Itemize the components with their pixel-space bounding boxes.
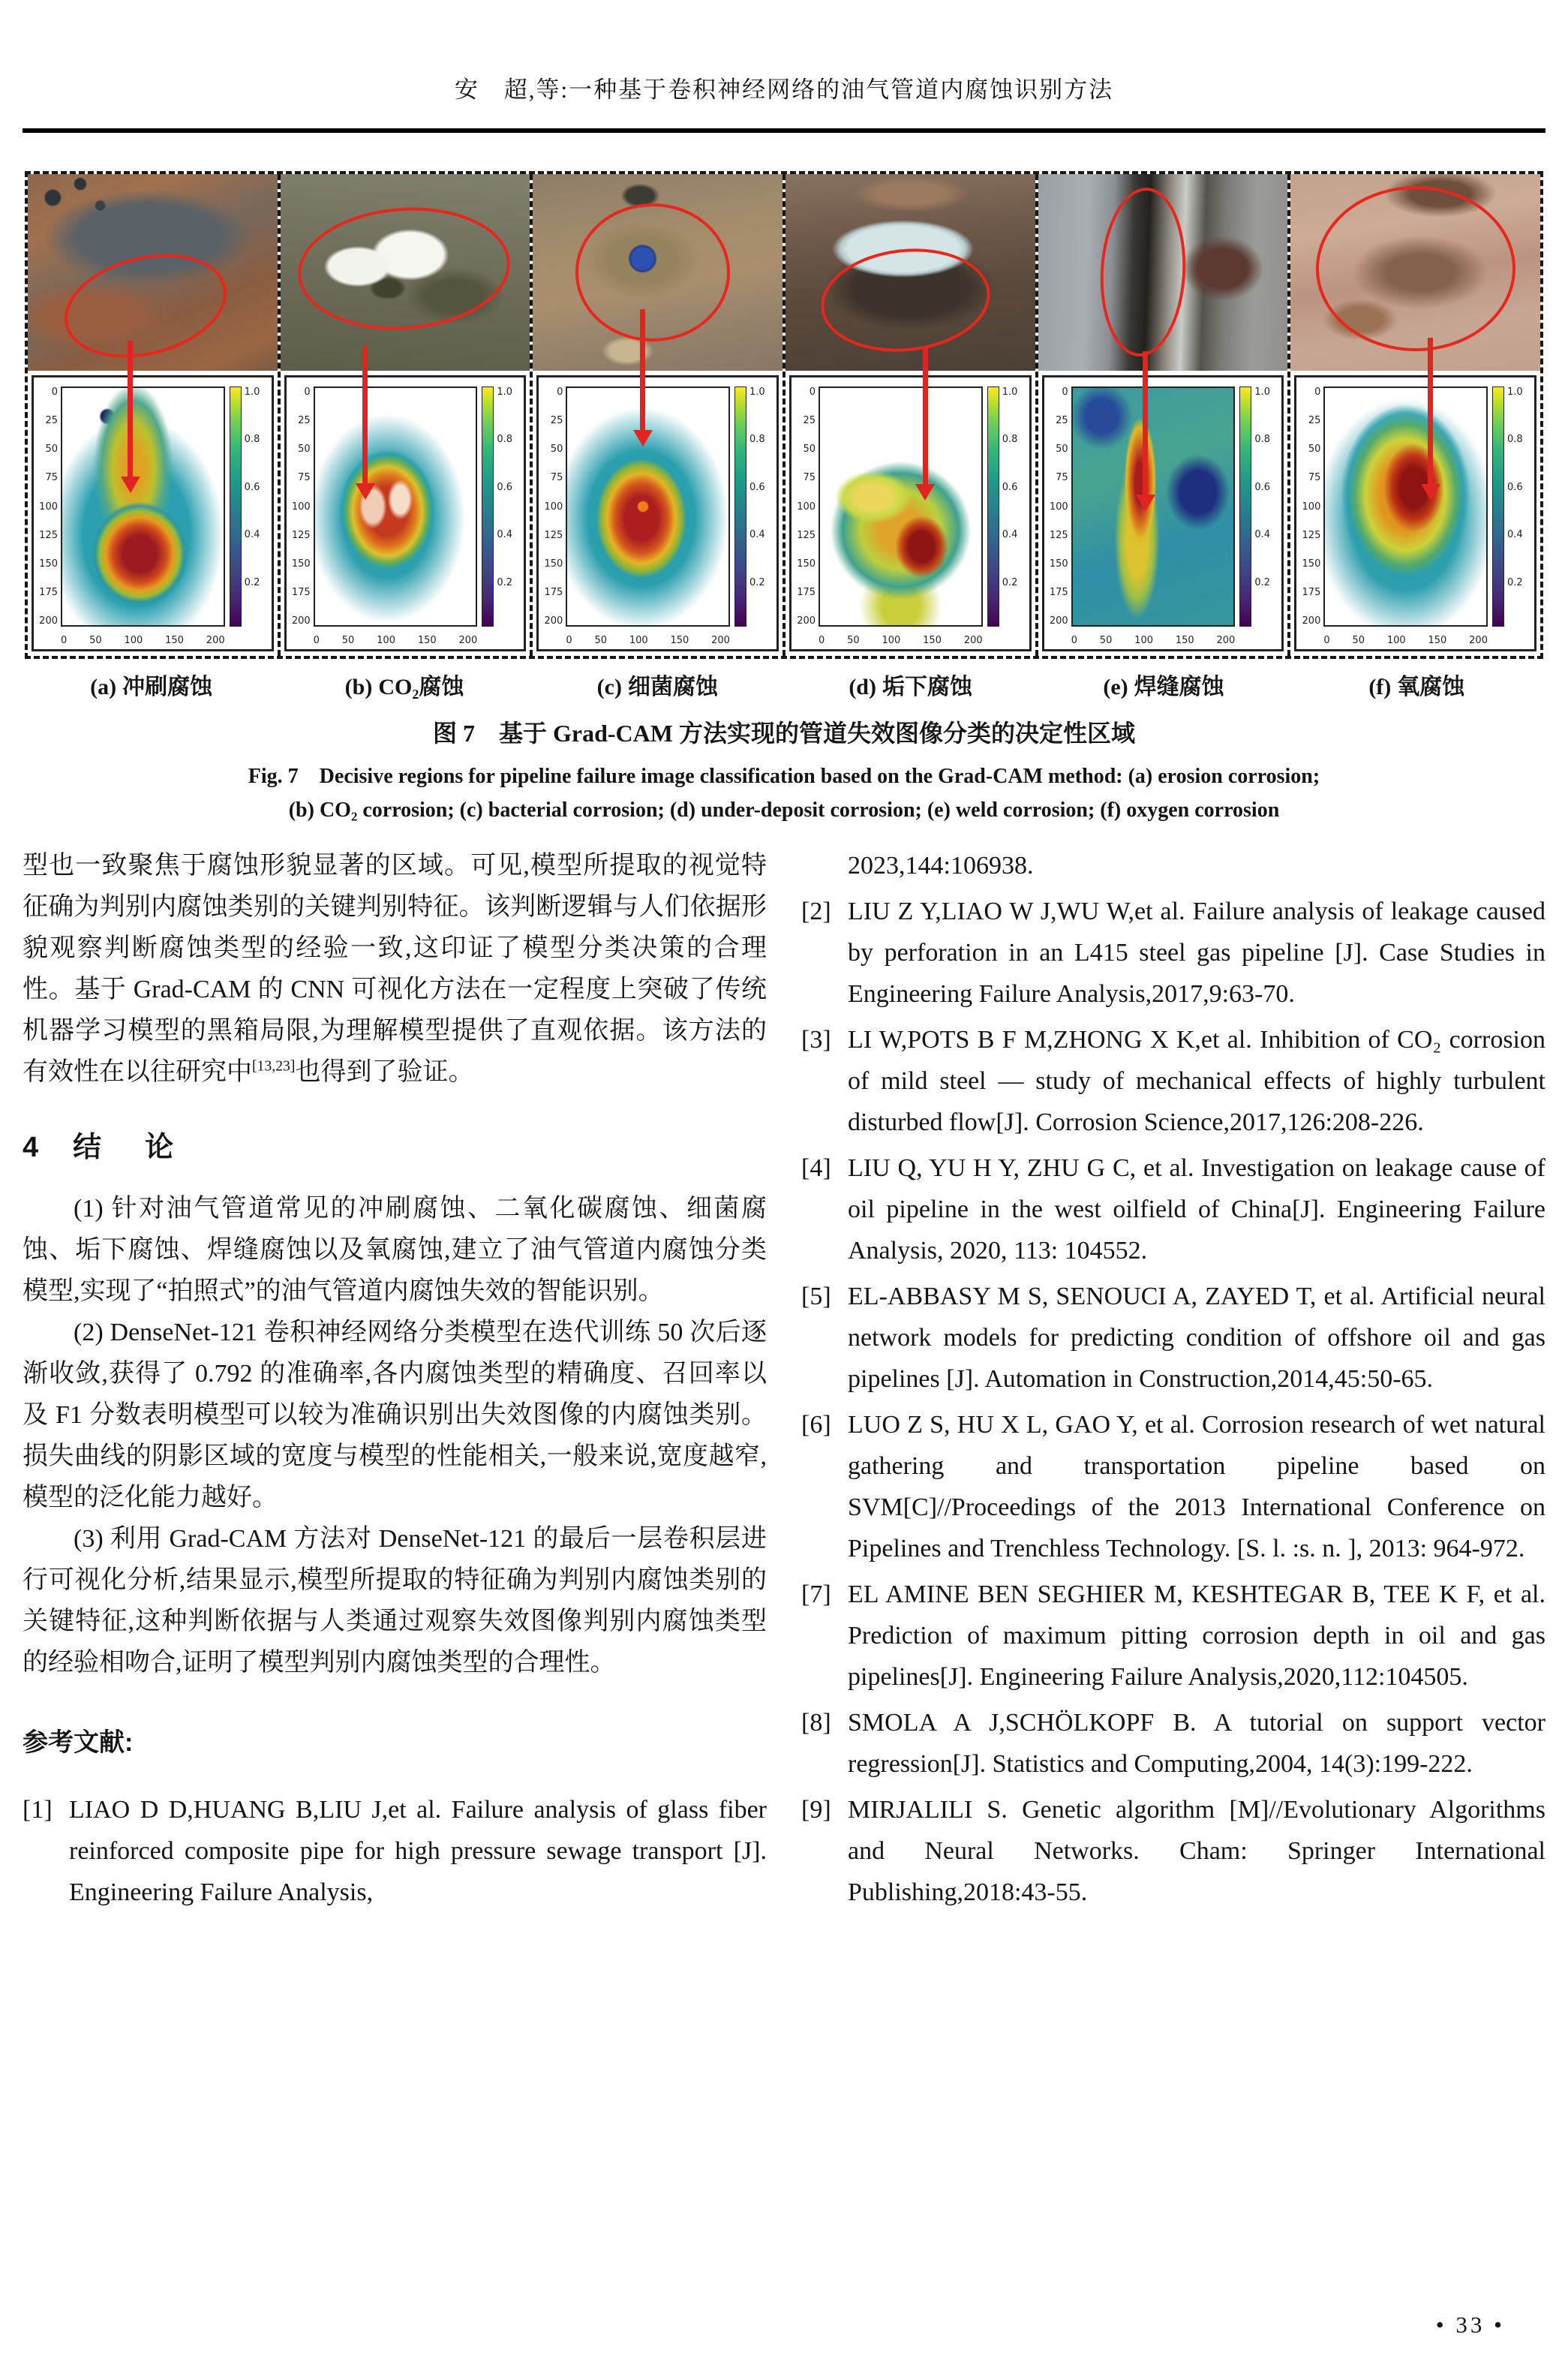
- heatmap-plot: [819, 386, 983, 627]
- tick-label: 50: [594, 635, 607, 646]
- tick-label: 0.6: [1507, 481, 1523, 493]
- tick-label: 50: [1308, 444, 1321, 456]
- tick-label: 200: [797, 615, 816, 627]
- citation-superscript: [13,23]: [252, 1057, 296, 1075]
- tick-label: 125: [1302, 529, 1321, 541]
- tick-label: 0: [51, 386, 58, 398]
- y-axis-ticks: [1046, 386, 1071, 627]
- colorbar-ticks: [494, 386, 521, 588]
- tick-label: 200: [291, 615, 311, 627]
- tick-label: 150: [1302, 558, 1321, 570]
- tick-label: 50: [847, 635, 860, 646]
- tick-label: 1.0: [244, 386, 260, 398]
- tick-label: 1.0: [749, 386, 765, 398]
- tick-label: 0.8: [1254, 434, 1271, 446]
- tick-label: 200: [458, 635, 478, 646]
- reference-number: [7]: [801, 1580, 831, 1608]
- figure-panel-c: [533, 174, 786, 656]
- panel-captions: [25, 668, 1543, 701]
- tick-label: 200: [1216, 635, 1236, 646]
- tick-label: 150: [165, 635, 184, 646]
- tick-label: 175: [544, 586, 563, 598]
- x-axis-ticks: [1323, 627, 1488, 646]
- tick-label: 150: [1049, 558, 1068, 570]
- tick-label: 150: [39, 558, 58, 570]
- tick-label: 75: [550, 472, 563, 484]
- reference-number: [5]: [801, 1283, 831, 1310]
- tick-label: 0.8: [244, 434, 260, 446]
- gradcam-heatmap-d: [789, 375, 1032, 651]
- tick-label: 100: [629, 635, 648, 646]
- tick-label: 125: [544, 529, 563, 541]
- gradcam-heatmap-a: [32, 375, 274, 651]
- colorbar-ticks: [242, 386, 269, 588]
- tick-label: 0: [819, 635, 825, 646]
- conclusion-paragraph-2: (2) DenseNet-121 卷积神经网络分类模型在迭代训练 50 次后逐渐收敛,获得了 0.792 的准确率,各内腐蚀类型的精确度、召回率以及 F1 分数表明模型可以较为准确识别出失效图像的内腐蚀类别。损失曲线的阴影区域的宽度与模型的性能相关,一般来说,宽度越窄,模型的泛化能力越好。: [23, 1319, 767, 1511]
- reference-text: LIU Q, YU H Y, ZHU G C, et al. Investigation on leakage cause of oil pipeline in the west oilfield of China[J]. Engineering Failure Analysis, 2020, 113: 104552.: [848, 1154, 1545, 1265]
- tick-label: 0: [1071, 635, 1077, 646]
- colorbar-ticks: [1504, 386, 1531, 588]
- colorbar-ticks: [999, 386, 1026, 588]
- body-paragraph-continued: 型也一致聚焦于腐蚀形貌显著的区域。可见,模型所提取的视觉特征确为判别内腐蚀类别的关键判别特征。该判断逻辑与人们依据形貌观察判断腐蚀类型的经验一致,这印证了模型分类决策的合理性。基于 Grad-CAM 的 CNN 可视化方法在一定程度上突破了传统机器学习模型的黑箱局限,为理解模型提供了直观依据。该方法的有效性在以往研究中[13,23]也得到了验证。: [23, 852, 767, 1086]
- tick-label: 75: [1056, 472, 1068, 484]
- figure-caption-zh: 图 7 基于 Grad-CAM 方法实现的管道失效图像分类的决定性区域: [433, 720, 1135, 747]
- tick-label: 200: [711, 635, 730, 646]
- references-list-left: [23, 1789, 767, 1913]
- colorbar-ticks: [746, 386, 773, 588]
- tick-label: 0.4: [1507, 529, 1523, 541]
- tick-label: 175: [291, 586, 311, 598]
- tick-label: 150: [291, 558, 311, 570]
- tick-label: 50: [341, 635, 355, 646]
- figure-panel-d: [786, 174, 1038, 656]
- annotation-ellipse-icon: [816, 240, 995, 359]
- figure-panel-f: [1290, 174, 1540, 656]
- tick-label: 25: [803, 415, 816, 427]
- y-axis-ticks: [35, 386, 61, 627]
- corrosion-photo-d: [786, 174, 1035, 371]
- heatmap-plot: [566, 386, 730, 627]
- tick-label: 200: [206, 635, 225, 646]
- reference-number: [3]: [801, 1026, 831, 1054]
- tick-label: 100: [291, 501, 311, 513]
- y-axis-ticks: [1298, 386, 1323, 627]
- references-list-right: [801, 891, 1545, 1913]
- reference-text: LI W,POTS B F M,ZHONG X K,et al. Inhibition of CO₂ corrosion of mild steel — study of mechanical effects of highly turbulent disturbed flow[J]. Corrosion Science,2017,126:208-226.: [848, 1026, 1545, 1136]
- tick-label: 150: [923, 635, 942, 646]
- corrosion-photo-e: [1038, 174, 1288, 371]
- x-axis-ticks: [314, 627, 478, 646]
- tick-label: 100: [1134, 635, 1153, 646]
- tick-label: 0.2: [244, 576, 260, 588]
- reference-number: [8]: [801, 1709, 831, 1737]
- conclusion-paragraph-1: (1) 针对油气管道常见的冲刷腐蚀、二氧化碳腐蚀、细菌腐蚀、垢下腐蚀、焊缝腐蚀以及氧腐蚀,建立了油气管道内腐蚀分类模型,实现了“拍照式”的油气管道内腐蚀失效的智能识别。: [23, 1195, 767, 1305]
- tick-label: 0.6: [244, 481, 260, 493]
- tick-label: 200: [544, 615, 563, 627]
- section-heading-conclusion: 4 结 论: [23, 1132, 182, 1163]
- tick-label: 50: [1056, 444, 1068, 456]
- tick-label: 0.4: [244, 529, 260, 541]
- panel-caption-c: (c) 细菌腐蚀: [596, 675, 718, 699]
- tick-label: 0: [557, 386, 563, 398]
- reference-item: [801, 1019, 1545, 1143]
- tick-label: 0.2: [1254, 576, 1271, 588]
- colorbar: [482, 386, 494, 627]
- gradcam-heatmap-c: [536, 375, 779, 651]
- tick-label: 200: [1302, 615, 1321, 627]
- tick-label: 25: [550, 415, 563, 427]
- reference-text: MIRJALILI S. Genetic algorithm [M]//Evolutionary Algorithms and Neural Networks. Cham: Springer International Publishing,2018:43-55.: [848, 1796, 1545, 1906]
- tick-label: 100: [1302, 501, 1321, 513]
- tick-label: 0.4: [497, 529, 513, 541]
- tick-label: 50: [298, 444, 311, 456]
- annotation-arrow-icon: [128, 341, 133, 477]
- tick-label: 0.2: [497, 576, 513, 588]
- figure-panel-b: [281, 174, 533, 656]
- tick-label: 100: [797, 501, 816, 513]
- reference-item: [801, 1404, 1545, 1569]
- tick-label: 0.4: [1002, 529, 1018, 541]
- tick-label: 125: [39, 529, 58, 541]
- tick-label: 0.2: [1507, 576, 1523, 588]
- tick-label: 150: [417, 635, 437, 646]
- tick-label: 0: [61, 635, 68, 646]
- reference-item: [801, 1147, 1545, 1271]
- tick-label: 125: [797, 529, 816, 541]
- annotation-ellipse-icon: [53, 238, 237, 373]
- tick-label: 1.0: [1002, 386, 1018, 398]
- figure-caption-en-line1: Fig. 7 Decisive regions for pipeline failure image classification based on the Grad-CAM method: (a) erosion corrosion;: [248, 765, 1320, 788]
- right-column: [801, 845, 1545, 1917]
- running-head: 安 超,等:一种基于卷积神经网络的油气管道内腐蚀识别方法: [454, 77, 1114, 103]
- x-axis-ticks: [566, 627, 730, 646]
- tick-label: 200: [39, 615, 58, 627]
- tick-label: 0.4: [1254, 529, 1271, 541]
- corrosion-photo-a: [28, 174, 278, 371]
- reference-text: LIU Z Y,LIAO W J,WU W,et al. Failure analysis of leakage caused by perforation in an L415 steel gas pipeline [J]. Case Studies in Engineering Failure Analysis,2017,9:63-70.: [848, 898, 1545, 1008]
- tick-label: 100: [39, 501, 58, 513]
- reference-item: [801, 1574, 1545, 1698]
- y-axis-ticks: [793, 386, 819, 627]
- tick-label: 0.2: [1002, 576, 1018, 588]
- tick-label: 200: [963, 635, 983, 646]
- tick-label: 25: [1056, 415, 1068, 427]
- reference-number: [9]: [801, 1796, 831, 1824]
- panel-caption-f: (f) 氧腐蚀: [1368, 675, 1465, 699]
- tick-label: 0.6: [1254, 481, 1271, 493]
- tick-label: 100: [882, 635, 901, 646]
- annotation-arrow-icon: [923, 348, 928, 485]
- annotation-ellipse-icon: [1096, 186, 1190, 359]
- x-axis-ticks: [1071, 627, 1236, 646]
- reference-text: EL-ABBASY M S, SENOUCI A, ZAYED T, et al. Artificial neural network models for predicting condition of offshore oil and gas pipelines [J]. Automation in Construction,2014,45:50-65.: [848, 1283, 1545, 1393]
- tick-label: 100: [1049, 501, 1068, 513]
- figure-caption-en-line2: (b) CO₂ corrosion; (c) bacterial corrosion; (d) under-deposit corrosion; (e) weld corrosion; (f) oxygen corrosion: [288, 799, 1280, 822]
- tick-label: 75: [45, 472, 58, 484]
- tick-label: 0.8: [1002, 434, 1018, 446]
- figure-panel-a: [28, 174, 281, 656]
- tick-label: 0.8: [1507, 434, 1523, 446]
- tick-label: 0.6: [1002, 481, 1018, 493]
- reference-item: [801, 1702, 1545, 1785]
- tick-label: 175: [797, 586, 816, 598]
- corrosion-photo-b: [281, 174, 530, 371]
- panel-caption-a: (a) 冲刷腐蚀: [90, 675, 213, 699]
- tick-label: 200: [1049, 615, 1068, 627]
- references-heading: 参考文献:: [23, 1728, 134, 1757]
- tick-label: 175: [1049, 586, 1068, 598]
- figure-panel-e: [1038, 174, 1291, 656]
- tick-label: 0: [566, 635, 572, 646]
- heatmap-plot: [1323, 386, 1488, 627]
- tick-label: 25: [298, 415, 311, 427]
- tick-label: 50: [1352, 635, 1365, 646]
- annotation-arrow-icon: [362, 345, 368, 484]
- tick-label: 100: [544, 501, 563, 513]
- tick-label: 50: [803, 444, 816, 456]
- y-axis-ticks: [540, 386, 566, 627]
- reference-text: LIAO D D,HUANG B,LIU J,et al. Failure analysis of glass fiber reinforced composite pipe for high pressure sewage transport [J]. Engineering Failure Analysis,: [69, 1796, 767, 1906]
- reference-item: [801, 891, 1545, 1015]
- x-axis-ticks: [61, 627, 225, 646]
- tick-label: 150: [1175, 635, 1194, 646]
- tick-label: 100: [377, 635, 395, 646]
- colorbar: [230, 386, 242, 627]
- annotation-ellipse-icon: [575, 203, 730, 341]
- gradcam-heatmap-e: [1042, 375, 1284, 651]
- tick-label: 0.6: [497, 481, 513, 493]
- annotation-ellipse-icon: [1316, 186, 1515, 351]
- reference-item: [801, 1789, 1545, 1913]
- page-number: • 33 •: [1435, 2311, 1505, 2338]
- tick-label: 150: [1428, 635, 1447, 646]
- reference-item: [23, 1789, 767, 1913]
- tick-label: 0: [1062, 386, 1068, 398]
- tick-label: 25: [45, 415, 58, 427]
- y-axis-ticks: [288, 386, 314, 627]
- header-rule: [23, 128, 1545, 133]
- tick-label: 75: [1308, 472, 1321, 484]
- reference-number: [6]: [801, 1411, 831, 1439]
- reference-item: [801, 1276, 1545, 1400]
- tick-label: 175: [1302, 586, 1321, 598]
- tick-label: 50: [89, 635, 102, 646]
- x-axis-ticks: [819, 627, 983, 646]
- tick-label: 150: [797, 558, 816, 570]
- tick-label: 0: [809, 386, 816, 398]
- colorbar: [987, 386, 999, 627]
- reference-continuation: 2023,144:106938.: [848, 852, 1034, 880]
- reference-text: SMOLA A J,SCHÖLKOPF B. A tutorial on support vector regression[J]. Statistics and Computing,2004, 14(3):199-222.: [848, 1709, 1545, 1778]
- corrosion-photo-f: [1290, 174, 1540, 371]
- tick-label: 0: [313, 635, 320, 646]
- annotation-ellipse-icon: [294, 200, 514, 337]
- tick-label: 0: [1314, 386, 1321, 398]
- tick-label: 150: [670, 635, 689, 646]
- tick-label: 1.0: [497, 386, 513, 398]
- tick-label: 0.2: [749, 576, 765, 588]
- tick-label: 0.6: [749, 481, 765, 493]
- tick-label: 175: [39, 586, 58, 598]
- left-column: [23, 845, 767, 1917]
- tick-label: 200: [1469, 635, 1488, 646]
- tick-label: 0: [304, 386, 311, 398]
- tick-label: 0.8: [749, 434, 765, 446]
- reference-number: [4]: [801, 1154, 831, 1182]
- gradcam-heatmap-f: [1294, 375, 1536, 651]
- gradcam-heatmap-b: [284, 375, 527, 651]
- tick-label: 75: [298, 472, 311, 484]
- tick-label: 0.8: [497, 434, 513, 446]
- tick-label: 1.0: [1507, 386, 1523, 398]
- reference-text: LUO Z S, HU X L, GAO Y, et al. Corrosion research of wet natural gathering and transportation pipeline based on SVM[C]//Proceedings of the 2013 International Conference on Pipelines and Trenchless Technology. [S. l. :s. n. ], 2013: 964-972.: [848, 1411, 1545, 1562]
- tick-label: 25: [1308, 415, 1321, 427]
- tick-label: 50: [550, 444, 563, 456]
- tick-label: 1.0: [1254, 386, 1271, 398]
- reference-number: [2]: [801, 898, 831, 925]
- tick-label: 125: [1049, 529, 1068, 541]
- figure-7: [25, 171, 1543, 659]
- annotation-arrow-icon: [1143, 351, 1148, 495]
- body-columns: [23, 845, 1545, 1917]
- tick-label: 100: [1386, 635, 1406, 646]
- panel-caption-e: (e) 焊缝腐蚀: [1103, 675, 1224, 699]
- panel-caption-b: (b) CO₂腐蚀: [344, 675, 464, 699]
- corrosion-photo-c: [533, 174, 782, 371]
- colorbar-ticks: [1251, 386, 1278, 588]
- reference-text: EL AMINE BEN SEGHIER M, KESHTEGAR B, TEE K F, et al. Prediction of maximum pitting corrosion depth in oil and gas pipelines[J]. Engineering Failure Analysis,2020,112:104505.: [848, 1580, 1545, 1691]
- panel-caption-d: (d) 垢下腐蚀: [849, 675, 972, 699]
- reference-number: [1]: [23, 1796, 53, 1824]
- tick-label: 0.4: [749, 529, 765, 541]
- tick-label: 100: [124, 635, 143, 646]
- colorbar: [734, 386, 746, 627]
- colorbar: [1239, 386, 1251, 627]
- conclusion-paragraph-3: (3) 利用 Grad-CAM 方法对 DenseNet-121 的最后一层卷积层进行可视化分析,结果显示,模型所提取的特征确为判别内腐蚀类别的关键特征,这种判断依据与人类通过观察失效图像判别内腐蚀类型的经验相吻合,证明了模型判别内腐蚀类型的合理性。: [23, 1525, 767, 1677]
- annotation-arrow-icon: [1428, 338, 1433, 485]
- tick-label: 125: [291, 529, 311, 541]
- tick-label: 50: [1099, 635, 1113, 646]
- tick-label: 50: [45, 444, 58, 456]
- tick-label: 75: [803, 472, 816, 484]
- heatmap-plot: [314, 386, 478, 627]
- colorbar: [1492, 386, 1504, 627]
- tick-label: 150: [544, 558, 563, 570]
- heatmap-plot: [61, 386, 225, 627]
- annotation-arrow-icon: [640, 309, 645, 431]
- tick-label: 0: [1323, 635, 1330, 646]
